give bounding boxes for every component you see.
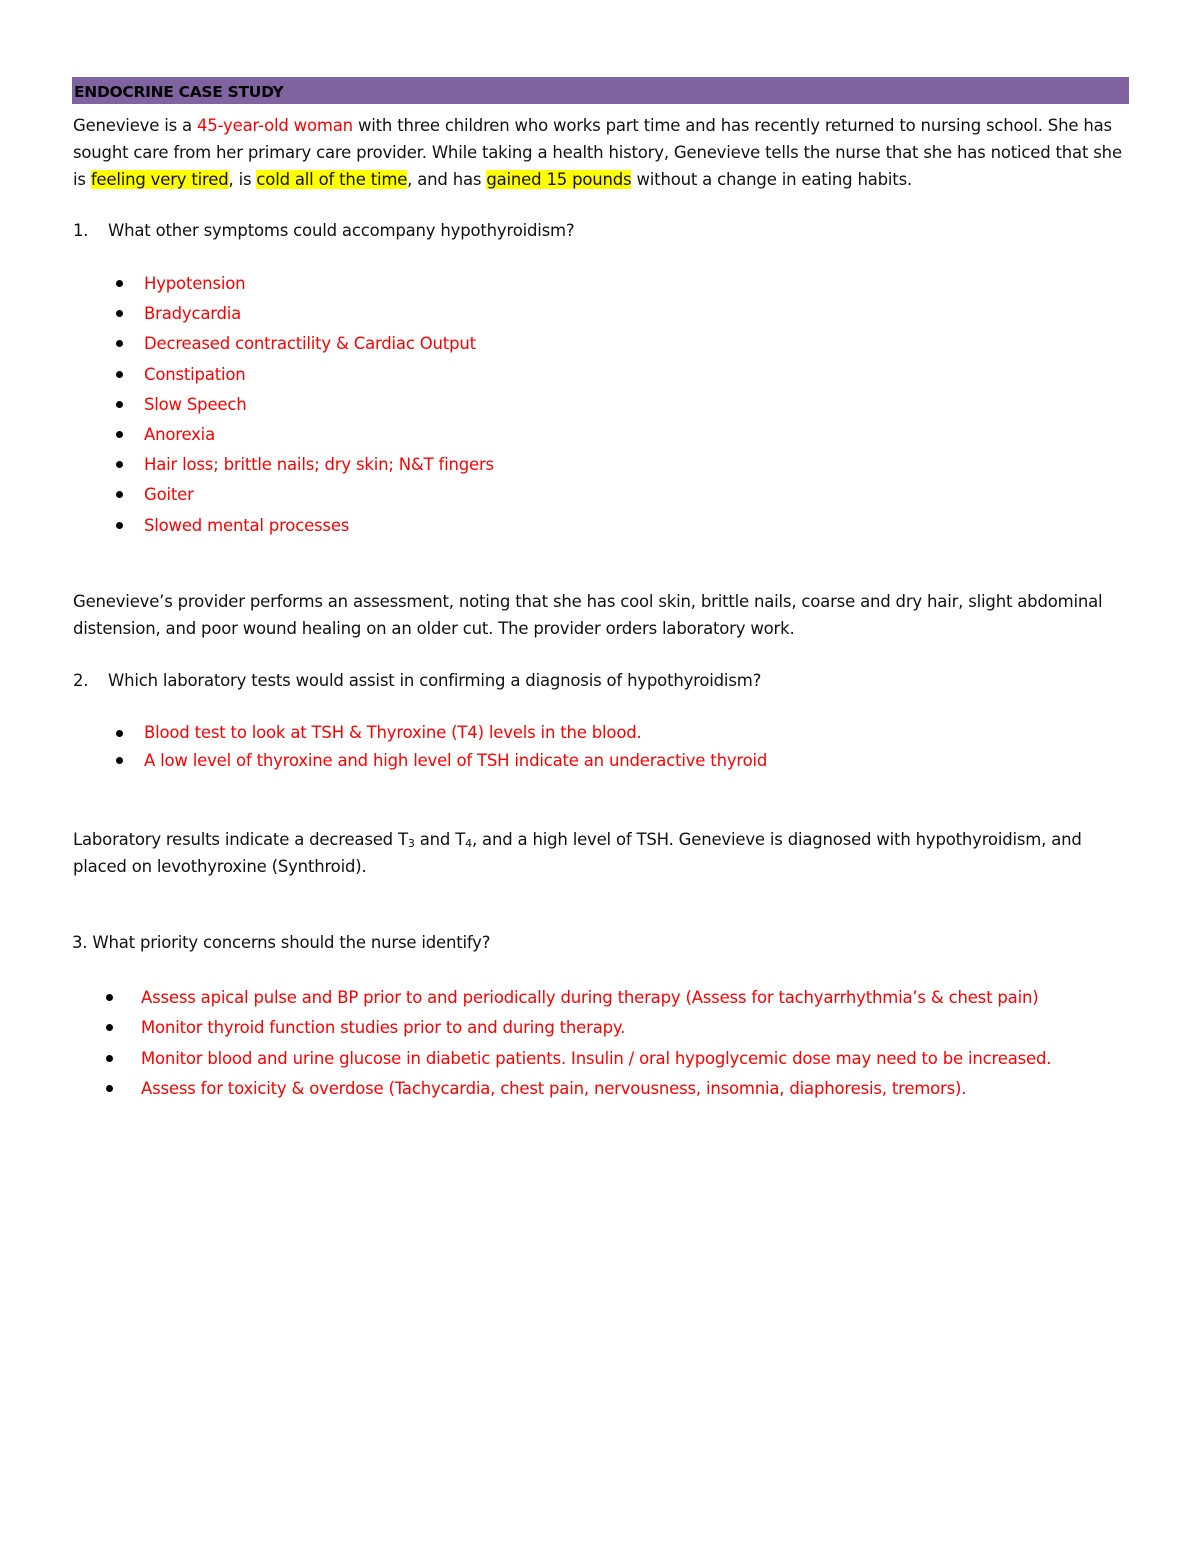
page-title: ENDOCRINE CASE STUDY (74, 83, 284, 101)
list-item: Slowed mental processes (144, 513, 1200, 543)
list-item: Monitor thyroid function studies prior to and during therapy. (141, 1015, 1200, 1045)
question-1 (73, 219, 1133, 243)
list-item: Monitor blood and urine glucose in diabetic patients. Insulin / oral hypoglycemic dose may need to be increased. (141, 1046, 1200, 1076)
bullet-icon (106, 994, 113, 1001)
bullet-icon (116, 730, 123, 737)
bullet-icon (116, 491, 123, 498)
highlight-weight: gained 15 pounds (486, 170, 632, 189)
list-item: Assess apical pulse and BP prior to and periodically during therapy (Assess for tachyarrhythmia’s & chest pain) (141, 985, 1200, 1015)
bullet-icon (116, 431, 123, 438)
question-3 (72, 931, 1132, 955)
intro-text-1: Genevieve is a (73, 116, 197, 135)
list-item: Goiter (144, 482, 1200, 512)
intro-text-5: without a change in eating habits. (631, 170, 913, 189)
question-3-text: What priority concerns should the nurse identify? (87, 933, 491, 952)
title-bar (72, 77, 1129, 104)
question-3-number: 3. (72, 933, 88, 952)
list-item: Hair loss; brittle nails; dry skin; N&T fingers (144, 452, 1200, 482)
intro-age: 45-year-old woman (197, 116, 353, 135)
list-item: Blood test to look at TSH & Thyroxine (T4) levels in the blood. (144, 721, 1200, 749)
bullet-icon (116, 461, 123, 468)
results-paragraph (73, 826, 1133, 880)
bullet-icon (116, 310, 123, 317)
bullet-icon (116, 371, 123, 378)
subscript-3: 3 (407, 837, 415, 850)
intro-text-3: , is (228, 170, 257, 189)
subscript-4: 4 (465, 837, 472, 850)
bullet-icon (116, 522, 123, 529)
list-item: Constipation (144, 362, 1200, 392)
results-text-3: , and a high level of TSH. Genevieve is diagnosed with hypothyroidism, and placed on levothyroxine (Synthroid). (73, 830, 1082, 876)
question-2-answers (144, 721, 1200, 776)
bullet-icon (116, 280, 123, 287)
question-2-number: 2. (73, 671, 89, 690)
question-2 (73, 669, 1133, 693)
question-2-text: Which laboratory tests would assist in confirming a diagnosis of hypothyroidism? (108, 671, 762, 690)
list-item: Hypotension (144, 271, 1200, 301)
list-item: Bradycardia (144, 301, 1200, 331)
question-1-answers (144, 271, 1200, 543)
list-item: Anorexia (144, 422, 1200, 452)
list-item: Slow Speech (144, 392, 1200, 422)
intro-paragraph (73, 112, 1133, 193)
bullet-icon (116, 401, 123, 408)
results-text-1: Laboratory results indicate a decreased T (73, 830, 408, 849)
highlight-tired: feeling very tired (90, 170, 229, 189)
question-1-text: What other symptoms could accompany hypothyroidism? (108, 221, 575, 240)
assessment-paragraph: Genevieve’s provider performs an assessment, noting that she has cool skin, brittle nails, coarse and dry hair, slight abdominal distension, and poor wound healing on an older cut. The provider orders laboratory work. (73, 592, 1103, 638)
highlight-cold: cold all of the time (256, 170, 408, 189)
intro-text-2: with three children who works part time and has recently returned to nursing school. She has sought care from her primary care provider. While taking a health history, Genevieve tells the nurse that she has noticed that she is (73, 116, 1122, 189)
bullet-icon (116, 757, 123, 764)
question-1-number: 1. (73, 221, 89, 240)
question-3-answers (141, 985, 1200, 1106)
bullet-icon (106, 1055, 113, 1062)
bullet-icon (116, 340, 123, 347)
bullet-icon (106, 1024, 113, 1031)
list-item: Decreased contractility & Cardiac Output (144, 331, 1200, 361)
list-item: Assess for toxicity & overdose (Tachycardia, chest pain, nervousness, insomnia, diaphoresis, tremors). (141, 1076, 1200, 1106)
results-text-2: and T (414, 830, 466, 849)
intro-text-4: , and has (407, 170, 487, 189)
bullet-icon (106, 1085, 113, 1092)
list-item: A low level of thyroxine and high level of TSH indicate an underactive thyroid (144, 749, 1200, 777)
